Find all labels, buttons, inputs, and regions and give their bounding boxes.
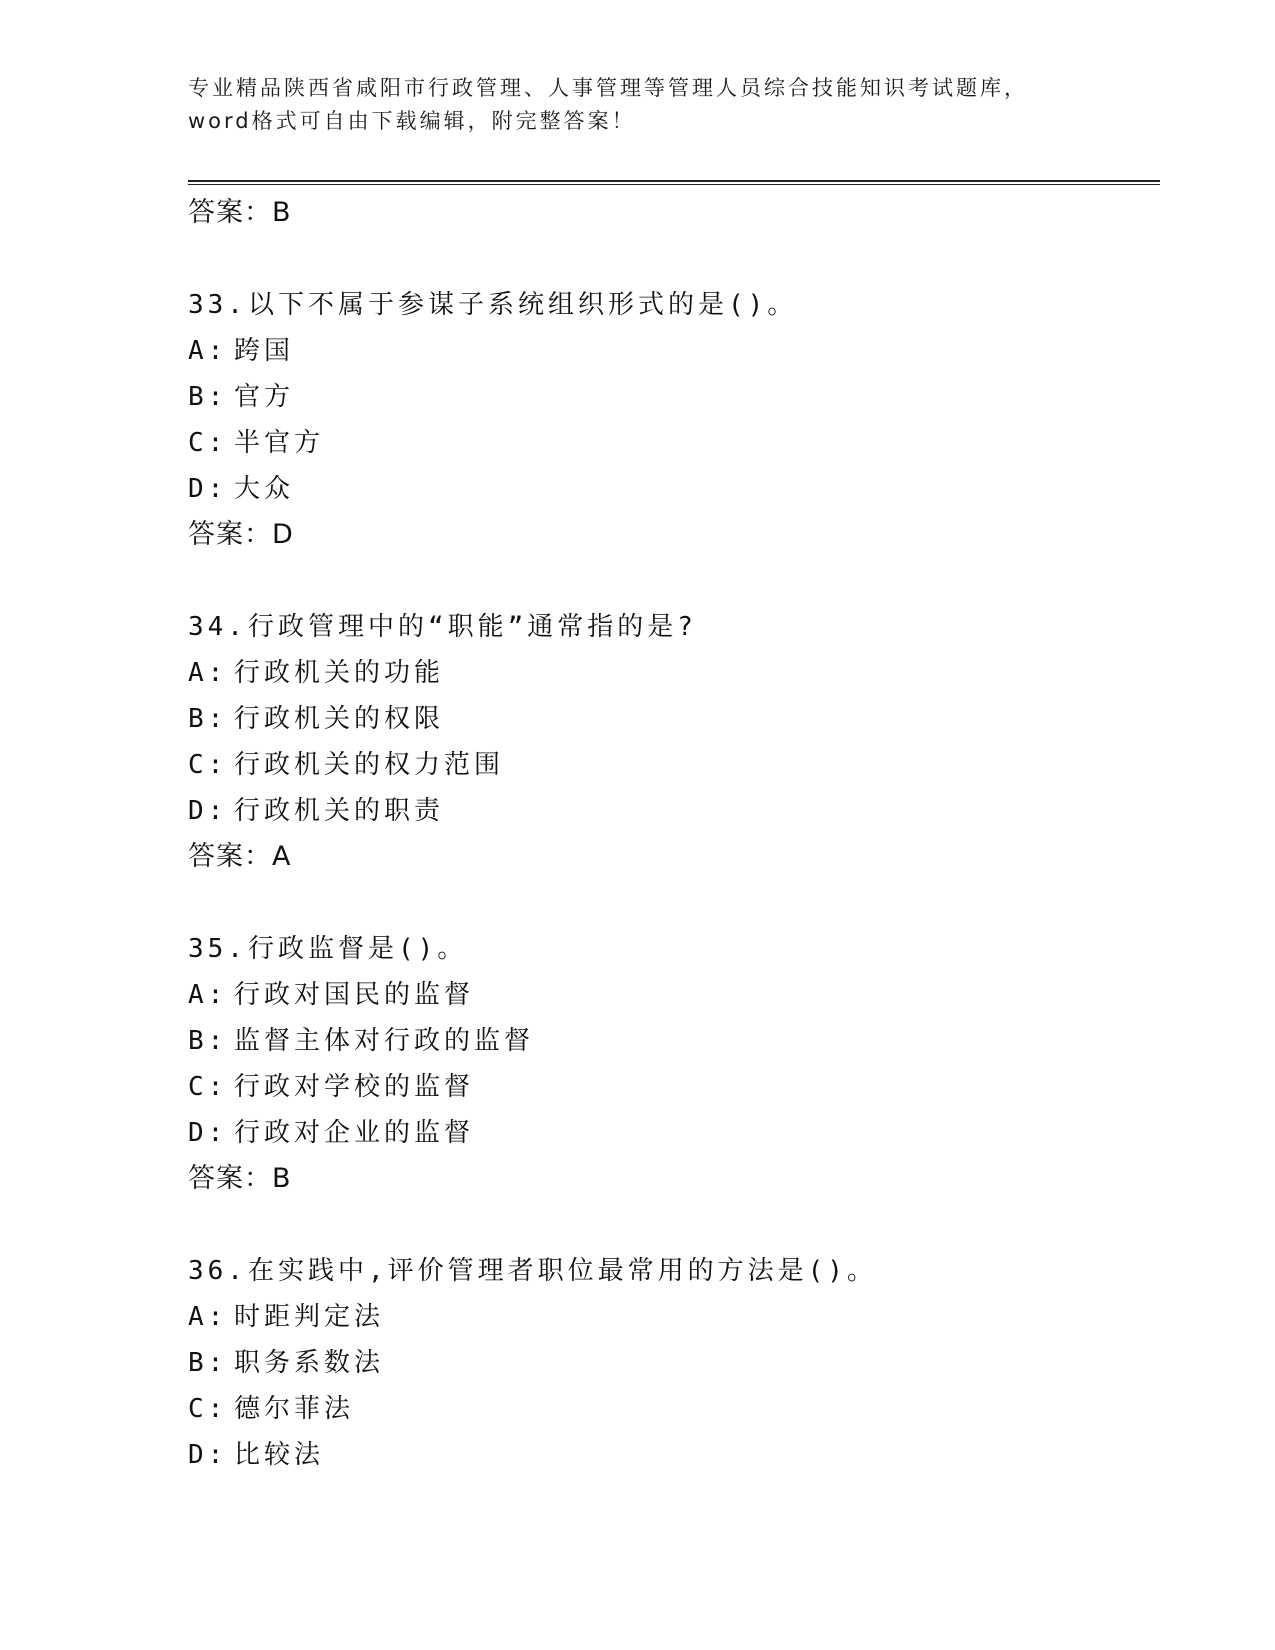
option-b (188, 1340, 1138, 1386)
option-label: D: (188, 1118, 228, 1148)
question-33 (188, 282, 1138, 328)
option-label: A: (188, 1302, 228, 1332)
answer-33: 答案：D (188, 519, 294, 550)
option-label: B: (188, 1348, 228, 1378)
option-label: D: (188, 796, 228, 826)
option-label: B: (188, 382, 228, 412)
question-text: 行政管理中的“职能”通常指的是? (248, 612, 697, 642)
option-text: 行政对企业的监督 (234, 1118, 475, 1148)
header-line-1: 专业精品陕西省咸阳市行政管理、人事管理等管理人员综合技能知识考试题库， (188, 76, 1028, 100)
option-text: 时距判定法 (234, 1302, 385, 1332)
header-line-2: word格式可自由下载编辑，附完整答案！ (188, 109, 636, 133)
question-list (188, 190, 1138, 1478)
option-d (188, 1432, 1138, 1478)
option-a (188, 972, 1138, 1018)
question-text: 行政监督是()。 (248, 934, 468, 964)
option-label: C: (188, 750, 228, 780)
question-text: 在实践中,评价管理者职位最常用的方法是()。 (248, 1256, 877, 1286)
option-b (188, 374, 1138, 420)
option-text: 职务系数法 (234, 1348, 385, 1378)
option-text: 行政对国民的监督 (234, 980, 475, 1010)
option-b (188, 696, 1138, 742)
option-label: A: (188, 336, 228, 366)
option-text: 大众 (234, 474, 295, 504)
question-number: 36. (188, 1256, 247, 1286)
option-text: 德尔菲法 (234, 1394, 355, 1424)
previous-answer: 答案：B (188, 197, 292, 228)
option-text: 半官方 (234, 428, 325, 458)
option-c (188, 1386, 1138, 1432)
option-d (188, 1110, 1138, 1156)
option-text: 行政对学校的监督 (234, 1072, 475, 1102)
option-a (188, 1294, 1138, 1340)
header-divider-thin (188, 184, 1160, 185)
question-number: 35. (188, 934, 247, 964)
option-text: 监督主体对行政的监督 (234, 1026, 535, 1056)
option-c (188, 1064, 1138, 1110)
answer-35: 答案：B (188, 1163, 292, 1194)
option-label: D: (188, 1440, 228, 1470)
option-c (188, 742, 1138, 788)
option-text: 行政机关的权限 (234, 704, 445, 734)
option-label: C: (188, 1394, 228, 1424)
question-number: 34. (188, 612, 247, 642)
option-a (188, 650, 1138, 696)
option-text: 比较法 (234, 1440, 325, 1470)
answer-34: 答案：A (188, 841, 292, 872)
option-text: 官方 (234, 382, 295, 412)
option-a (188, 328, 1138, 374)
option-text: 行政机关的职责 (234, 796, 445, 826)
question-36 (188, 1248, 1138, 1294)
option-b (188, 1018, 1138, 1064)
question-34 (188, 604, 1138, 650)
document-header (188, 72, 1088, 138)
option-text: 跨国 (234, 336, 295, 366)
option-label: C: (188, 428, 228, 458)
question-35 (188, 926, 1138, 972)
header-divider-thick (188, 180, 1160, 182)
question-text: 以下不属于参谋子系统组织形式的是()。 (248, 290, 798, 320)
option-label: B: (188, 1026, 228, 1056)
option-label: A: (188, 980, 228, 1010)
option-d (188, 466, 1138, 512)
option-label: D: (188, 474, 228, 504)
option-text: 行政机关的功能 (234, 658, 445, 688)
option-label: A: (188, 658, 228, 688)
option-c (188, 420, 1138, 466)
option-d (188, 788, 1138, 834)
option-label: B: (188, 704, 228, 734)
option-label: C: (188, 1072, 228, 1102)
question-number: 33. (188, 290, 247, 320)
option-text: 行政机关的权力范围 (234, 750, 505, 780)
